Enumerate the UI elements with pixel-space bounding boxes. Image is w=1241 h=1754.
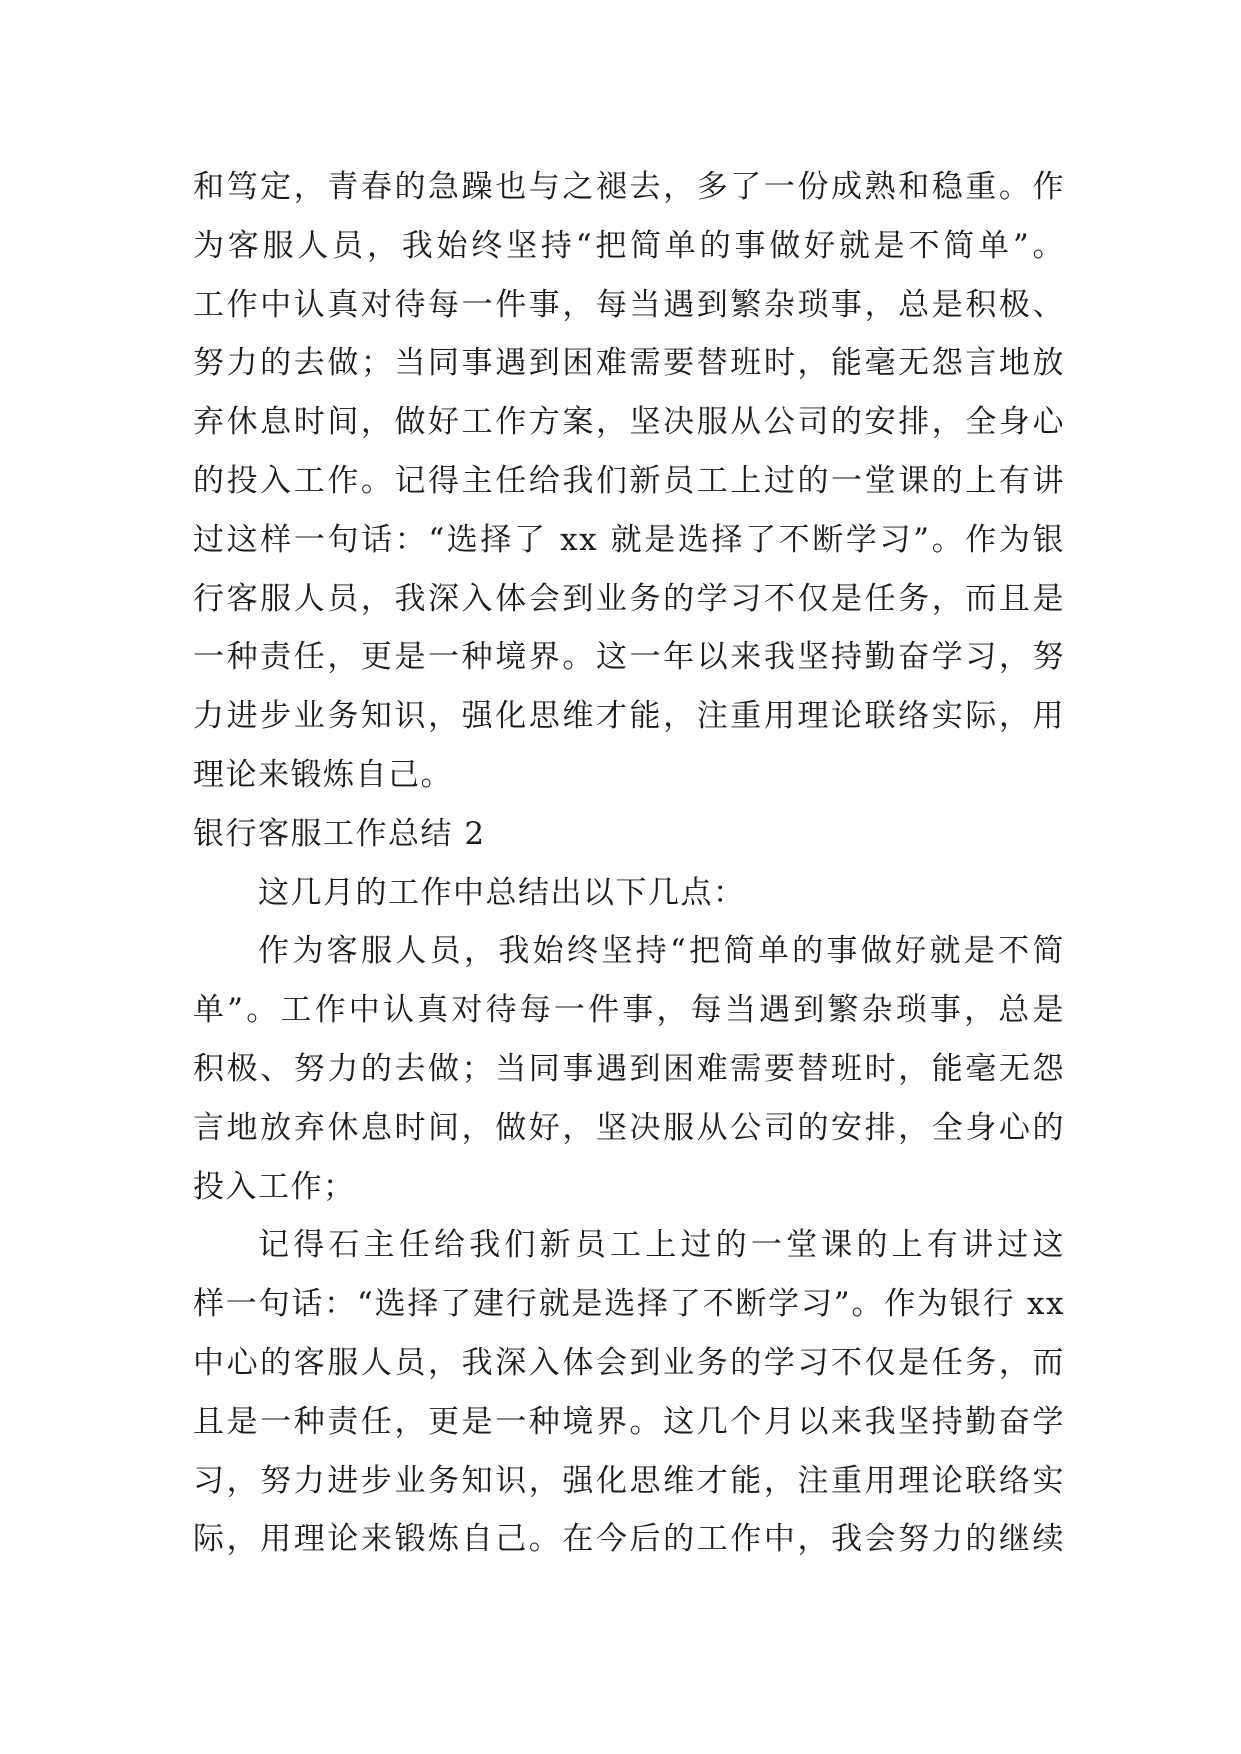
text-line: 单”。工作中认真对待每一件事，每当遇到繁杂琐事，总是 — [193, 992, 1065, 1029]
text-line: 行客服人员，我深入体会到业务的学习不仅是任务，而且是 — [193, 580, 1065, 617]
text-line: 且是一种责任，更是一种境界。这几个月以来我坚持勤奋学 — [193, 1403, 1065, 1440]
paragraph-first-line: 作为客服人员，我始终坚持“把简单的事做好就是不简 — [258, 933, 1065, 970]
text-line: 为客服人员，我始终坚持“把简单的事做好就是不简单”。 — [193, 227, 1065, 264]
text-line: 弃休息时间，做好工作方案，坚决服从公司的安排，全身心 — [193, 404, 1065, 441]
text-line: 一种责任，更是一种境界。这一年以来我坚持勤奋学习，努 — [193, 639, 1065, 676]
document-body — [193, 158, 1073, 1569]
paragraph-first-line: 记得石主任给我们新员工上过的一堂课的上有讲过这 — [258, 1227, 1065, 1264]
text-line: 过这样一句话：“选择了 xx 就是选择了不断学习”。作为银 — [193, 521, 1065, 558]
text-line: 和笃定，青春的急躁也与之褪去，多了一份成熟和稳重。作 — [193, 169, 1065, 205]
text-line: 际，用理论来锻炼自己。在今后的工作中，我会努力的继续 — [193, 1521, 1065, 1558]
text-line: 样一句话：“选择了建行就是选择了不断学习”。作为银行 xx — [193, 1286, 1065, 1323]
text-line: 力进步业务知识，强化思维才能，注重用理论联络实际，用 — [193, 698, 1065, 735]
paragraph-first-line: 这几月的工作中总结出以下几点： — [258, 874, 746, 911]
text-line: 积极、努力的去做；当同事遇到困难需要替班时，能毫无怨 — [193, 1050, 1065, 1087]
text-line: 中心的客服人员，我深入体会到业务的学习不仅是任务，而 — [193, 1344, 1065, 1381]
text-line: 的投入工作。记得主任给我们新员工上过的一堂课的上有讲 — [193, 462, 1065, 499]
text-line: 言地放弃休息时间，做好，坚决服从公司的安排，全身心的 — [193, 1109, 1065, 1146]
text-line: 工作中认真对待每一件事，每当遇到繁杂琐事，总是积极、 — [193, 286, 1065, 323]
text-line: 理论来锻炼自己。 — [193, 756, 453, 793]
section-heading: 银行客服工作总结 2 — [193, 815, 486, 852]
text-line: 投入工作； — [193, 1168, 356, 1205]
text-line: 努力的去做；当同事遇到困难需要替班时，能毫无怨言地放 — [193, 345, 1065, 382]
text-line: 习，努力进步业务知识，强化思维才能，注重用理论联络实 — [193, 1462, 1065, 1499]
